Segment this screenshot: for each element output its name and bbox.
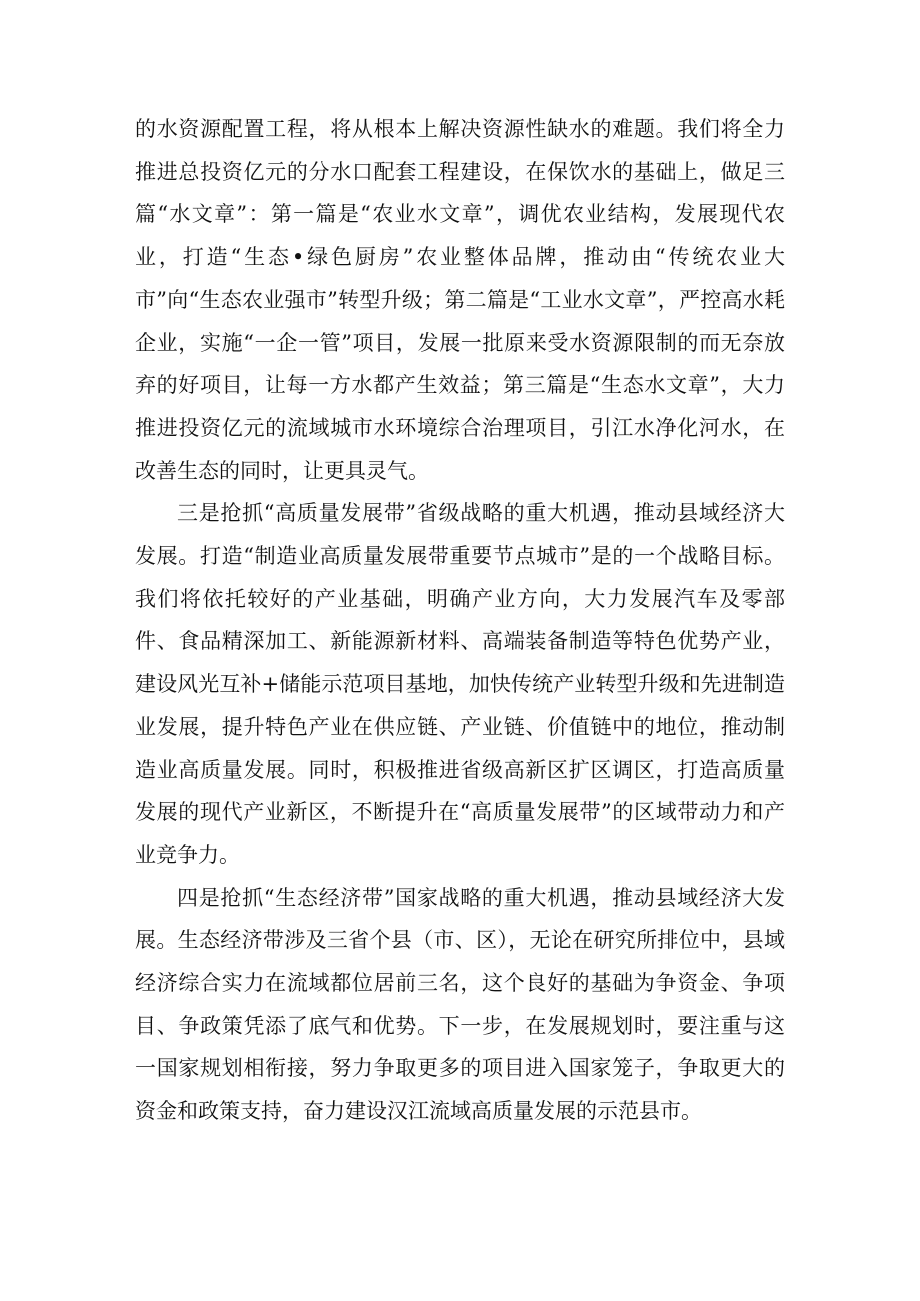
paragraph-1: 的水资源配置工程，将从根本上解决资源性缺水的难题。我们将全力推进总投资亿元的分水口配套工程建设，在保饮水的基础上，做足三篇“水文章”：第一篇是“农业水文章”，调优农业结构，发展现代农业，打造“生态•绿色厨房”农业整体品牌，推动由“传统农业大市”向“生态农业强市”转型升级；第二篇是“工业水文章”，严控高水耗企业，实施“一企一管”项目，发展一批原来受水资源限制的而无奈放弃的好项目，让每一方水都产生效益；第三篇是“生态水文章”，大力推进投资亿元的流域城市水环境综合治理项目，引江水净化河水，在改善生态的同时，让更具灵气。 — [135, 117, 785, 483]
document-body — [135, 108, 785, 1133]
paragraph-2: 三是抢抓“高质量发展带”省级战略的重大机遇，推动县域经济大发展。打造“制造业高质量发展带重要节点城市”是的一个战略目标。我们将依托较好的产业基础，明确产业方向，大力发展汽车及零部件、食品精深加工、新能源新材料、高端装备制造等特色优势产业，建设风光互补+储能示范项目基地，加快传统产业转型升级和先进制造业发展，提升特色产业在供应链、产业链、价值链中的地位，推动制造业高质量发展。同时，积极推进省级高新区扩区调区，打造高质量发展的现代产业新区，不断提升在“高质量发展带”的区域带动力和产业竞争力。 — [135, 501, 785, 867]
paragraph-3: 四是抢抓“生态经济带”国家战略的重大机遇，推动县域经济大发展。生态经济带涉及三省个县（市、区），无论在研究所排位中，县域经济综合实力在流域都位居前三名，这个良好的基础为争资金、争项目、争政策凭添了底气和优势。下一步，在发展规划时，要注重与这一国家规划相衔接，努力争取更多的项目进入国家笼子，争取更大的资金和政策支持，奋力建设汉江流域高质量发展的示范县市。 — [135, 885, 785, 1124]
